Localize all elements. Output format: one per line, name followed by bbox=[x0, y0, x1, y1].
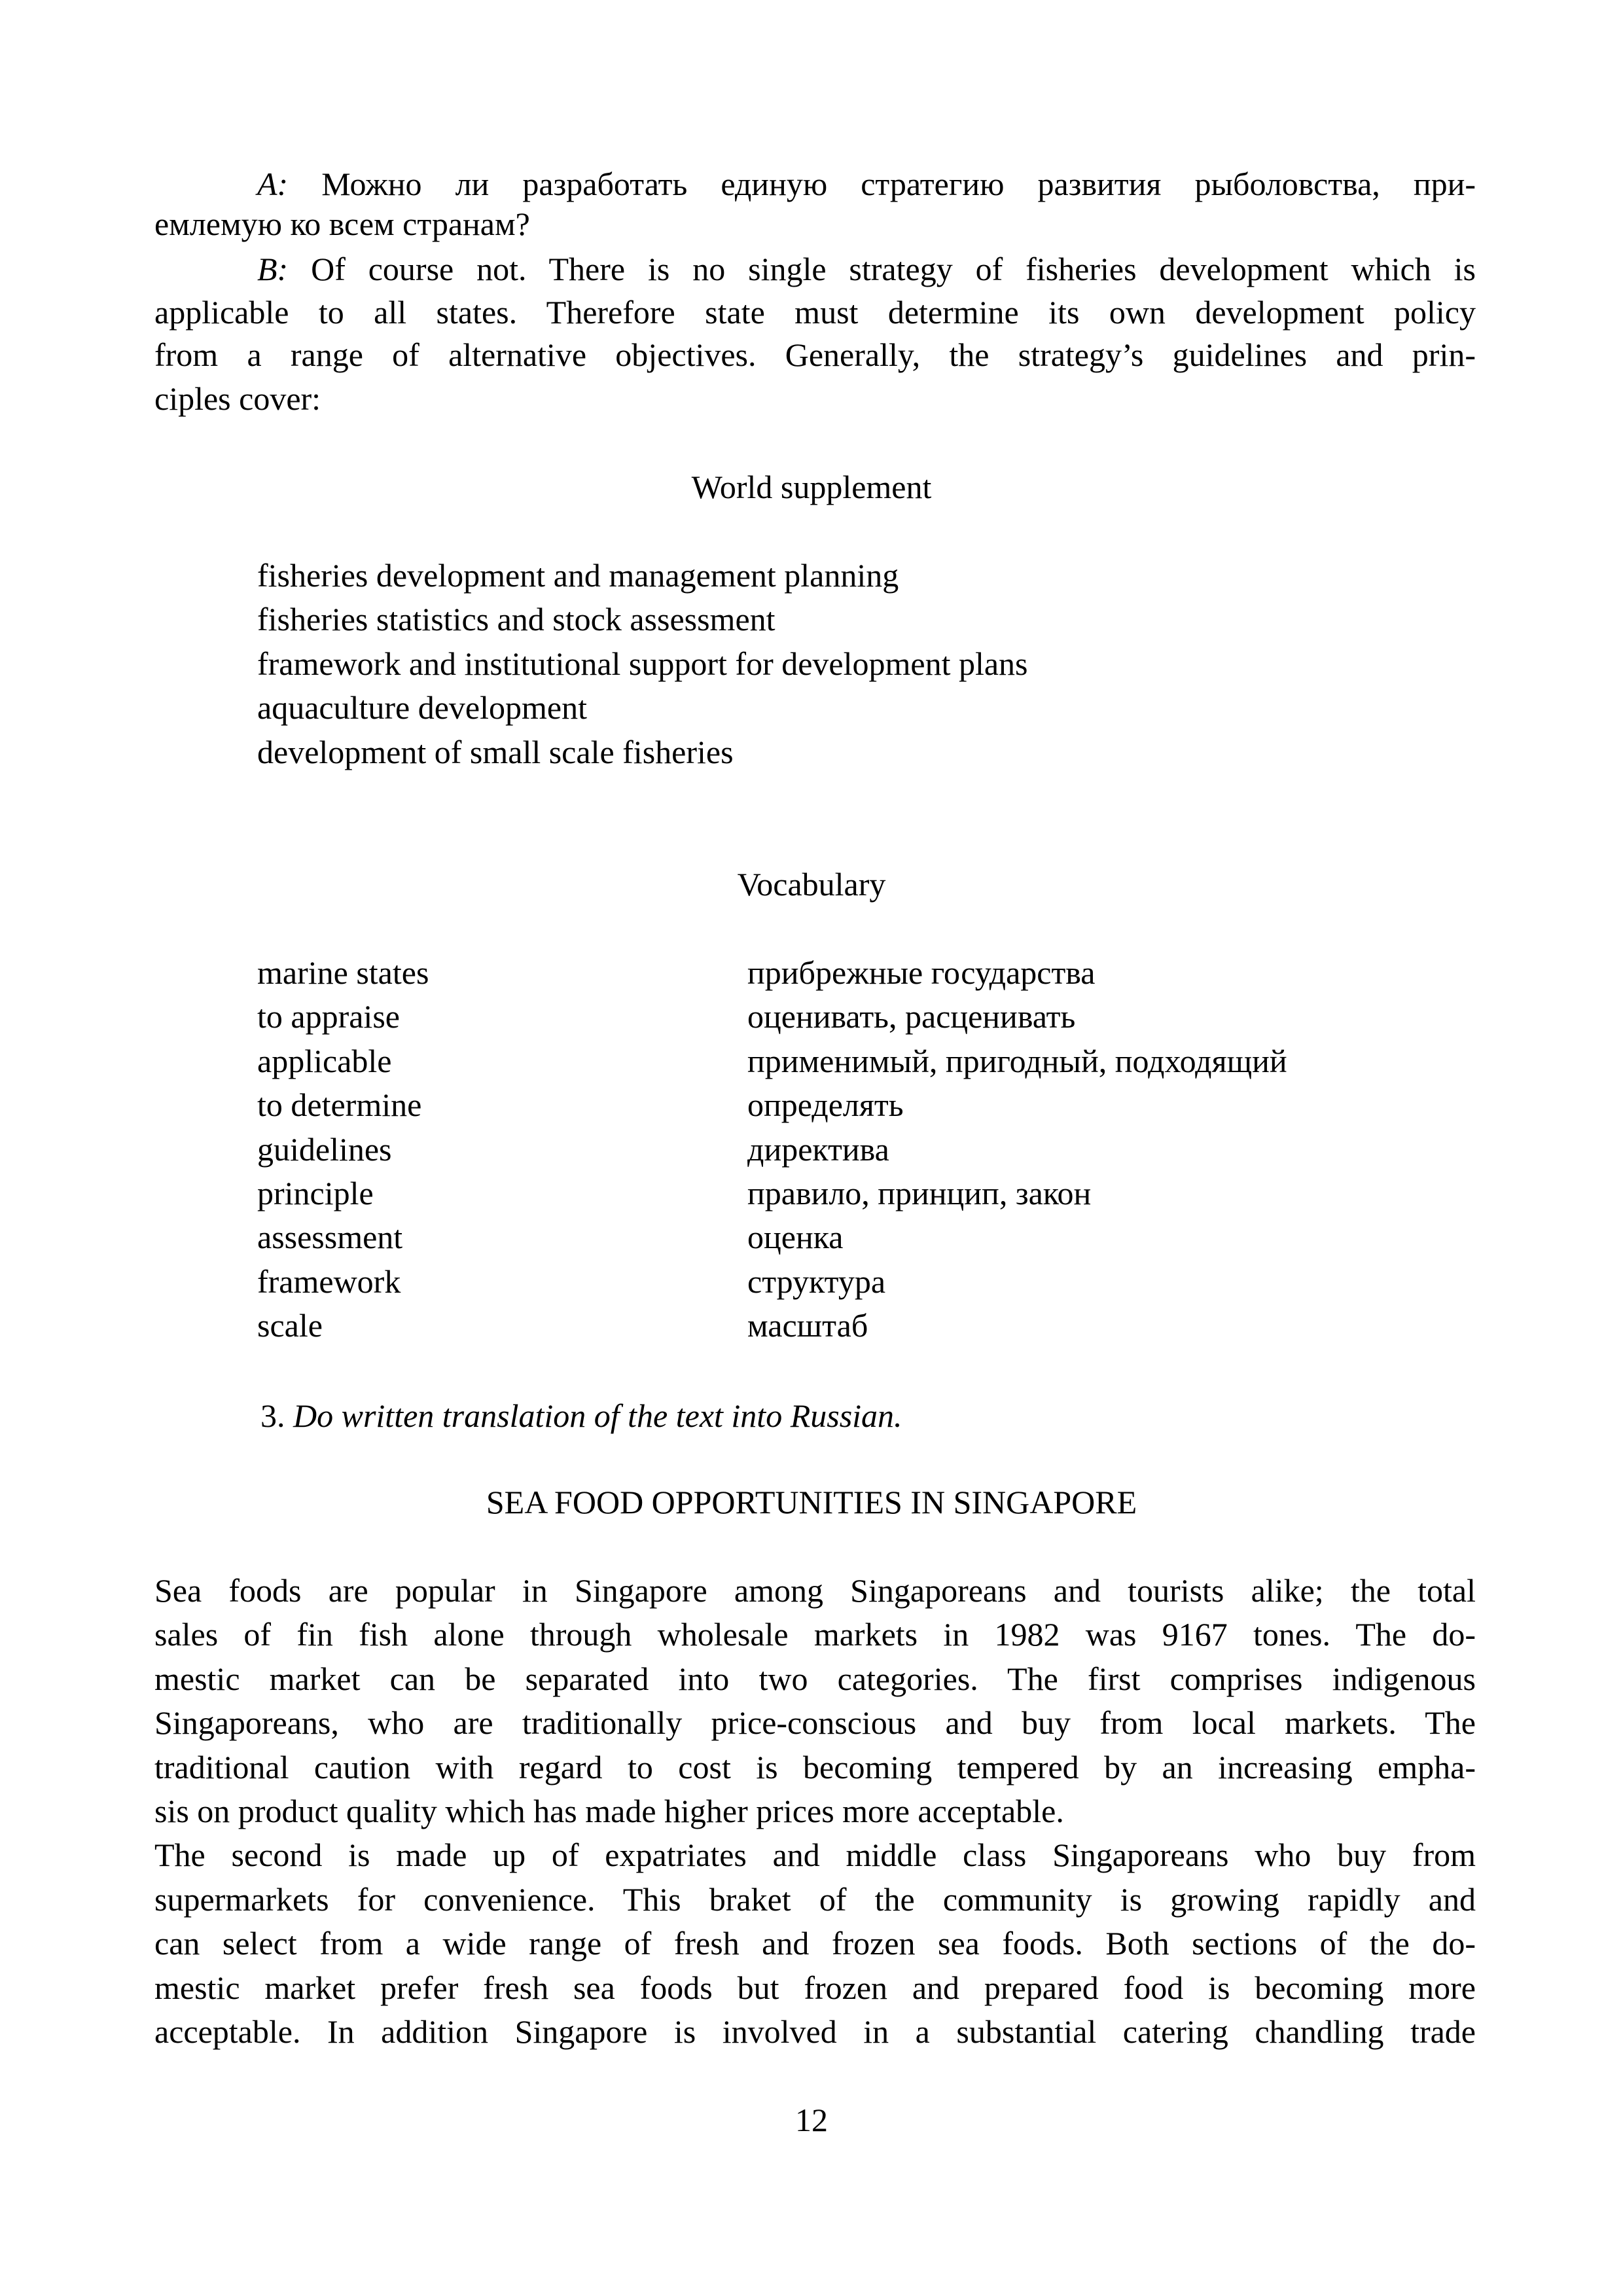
vocab-term: to appraise bbox=[257, 998, 400, 1035]
task-number: 3. bbox=[260, 1397, 285, 1434]
vocab-translation: директива bbox=[747, 1130, 889, 1168]
supplement-item: framework and institutional support for development plans bbox=[257, 645, 1028, 682]
page-number: 12 bbox=[795, 2102, 828, 2138]
task-text: Do written translation of the text into Russian. bbox=[293, 1397, 902, 1434]
vocab-term: applicable bbox=[257, 1042, 392, 1079]
article-line: sis on product quality which has made higher prices more acceptable. bbox=[154, 1793, 1064, 1829]
article-line: acceptable. In addition Singapore is involved in a substantial catering chandling trade bbox=[154, 2013, 1476, 2050]
article-line: sales of fin fish alone through wholesale markets in 1982 was 9167 tones. The do- bbox=[154, 1616, 1476, 1653]
vocab-term: framework bbox=[257, 1263, 401, 1300]
vocab-translation: применимый, пригодный, подходящий bbox=[747, 1042, 1287, 1079]
vocab-translation: масштаб bbox=[747, 1307, 868, 1344]
vocab-term: assessment bbox=[257, 1219, 403, 1256]
vocab-term: principle bbox=[257, 1175, 374, 1211]
vocab-translation: оценивать, расценивать bbox=[747, 998, 1076, 1035]
speaker-b-label: B: bbox=[257, 251, 289, 287]
answer-b-line-4: ciples cover: bbox=[154, 380, 321, 417]
article-line: Sea foods are popular in Singapore among Singaporeans and tourists alike; the total bbox=[154, 1572, 1476, 1609]
article-line: can select from a wide range of fresh and frozen sea foods. Both sections of the do- bbox=[154, 1925, 1476, 1962]
vocab-translation: прибрежные государства bbox=[747, 954, 1096, 991]
article-title: SEA FOOD OPPORTUNITIES IN SINGAPORE bbox=[486, 1484, 1137, 1520]
vocab-translation: правило, принцип, закон bbox=[747, 1175, 1092, 1211]
article-line: supermarkets for convenience. This braket of the community is growing rapidly and bbox=[154, 1880, 1476, 1918]
vocab-translation: структура bbox=[747, 1263, 886, 1300]
question-a-line-1 bbox=[257, 162, 1476, 206]
article-line: mestic market prefer fresh sea foods but frozen and prepared food is becoming more bbox=[154, 1969, 1476, 2006]
vocab-translation: определять bbox=[747, 1086, 904, 1124]
article-line: mestic market can be separated into two categories. The first comprises indigenous bbox=[154, 1660, 1476, 1697]
answer-text: Of course not. There is no single strategy of fisheries development which is bbox=[311, 251, 1476, 287]
vocab-term: to determine bbox=[257, 1086, 422, 1124]
question-text: Можно ли разработать единую стратегию развития рыболовства, при- bbox=[321, 166, 1476, 202]
question-a-line-2: емлемую ко всем странам? bbox=[154, 206, 530, 242]
vocab-translation: оценка bbox=[747, 1219, 844, 1256]
vocab-term: scale bbox=[257, 1307, 323, 1344]
speaker-a-label: A: bbox=[257, 166, 289, 202]
world-supplement-heading: World supplement bbox=[691, 469, 932, 505]
supplement-item: aquaculture development bbox=[257, 689, 587, 726]
task-instruction bbox=[260, 1394, 902, 1438]
supplement-item: fisheries development and management planning bbox=[257, 557, 899, 594]
article-line: Singaporeans, who are traditionally price-conscious and buy from local markets. The bbox=[154, 1704, 1476, 1742]
answer-b-line-3: from a range of alternative objectives. Generally, the strategy’s guidelines and prin- bbox=[154, 336, 1476, 373]
vocab-term: marine states bbox=[257, 954, 429, 991]
supplement-item: development of small scale fisheries bbox=[257, 734, 734, 770]
vocab-term: guidelines bbox=[257, 1130, 392, 1168]
answer-b-line-1 bbox=[257, 247, 1476, 291]
article-line: The second is made up of expatriates and middle class Singaporeans who buy from bbox=[154, 1837, 1476, 1874]
answer-b-line-2: applicable to all states. Therefore state must determine its own development policy bbox=[154, 294, 1476, 331]
supplement-item: fisheries statistics and stock assessment bbox=[257, 601, 776, 637]
article-line: traditional caution with regard to cost is becoming tempered by an increasing empha- bbox=[154, 1748, 1476, 1785]
vocabulary-heading: Vocabulary bbox=[737, 866, 886, 903]
